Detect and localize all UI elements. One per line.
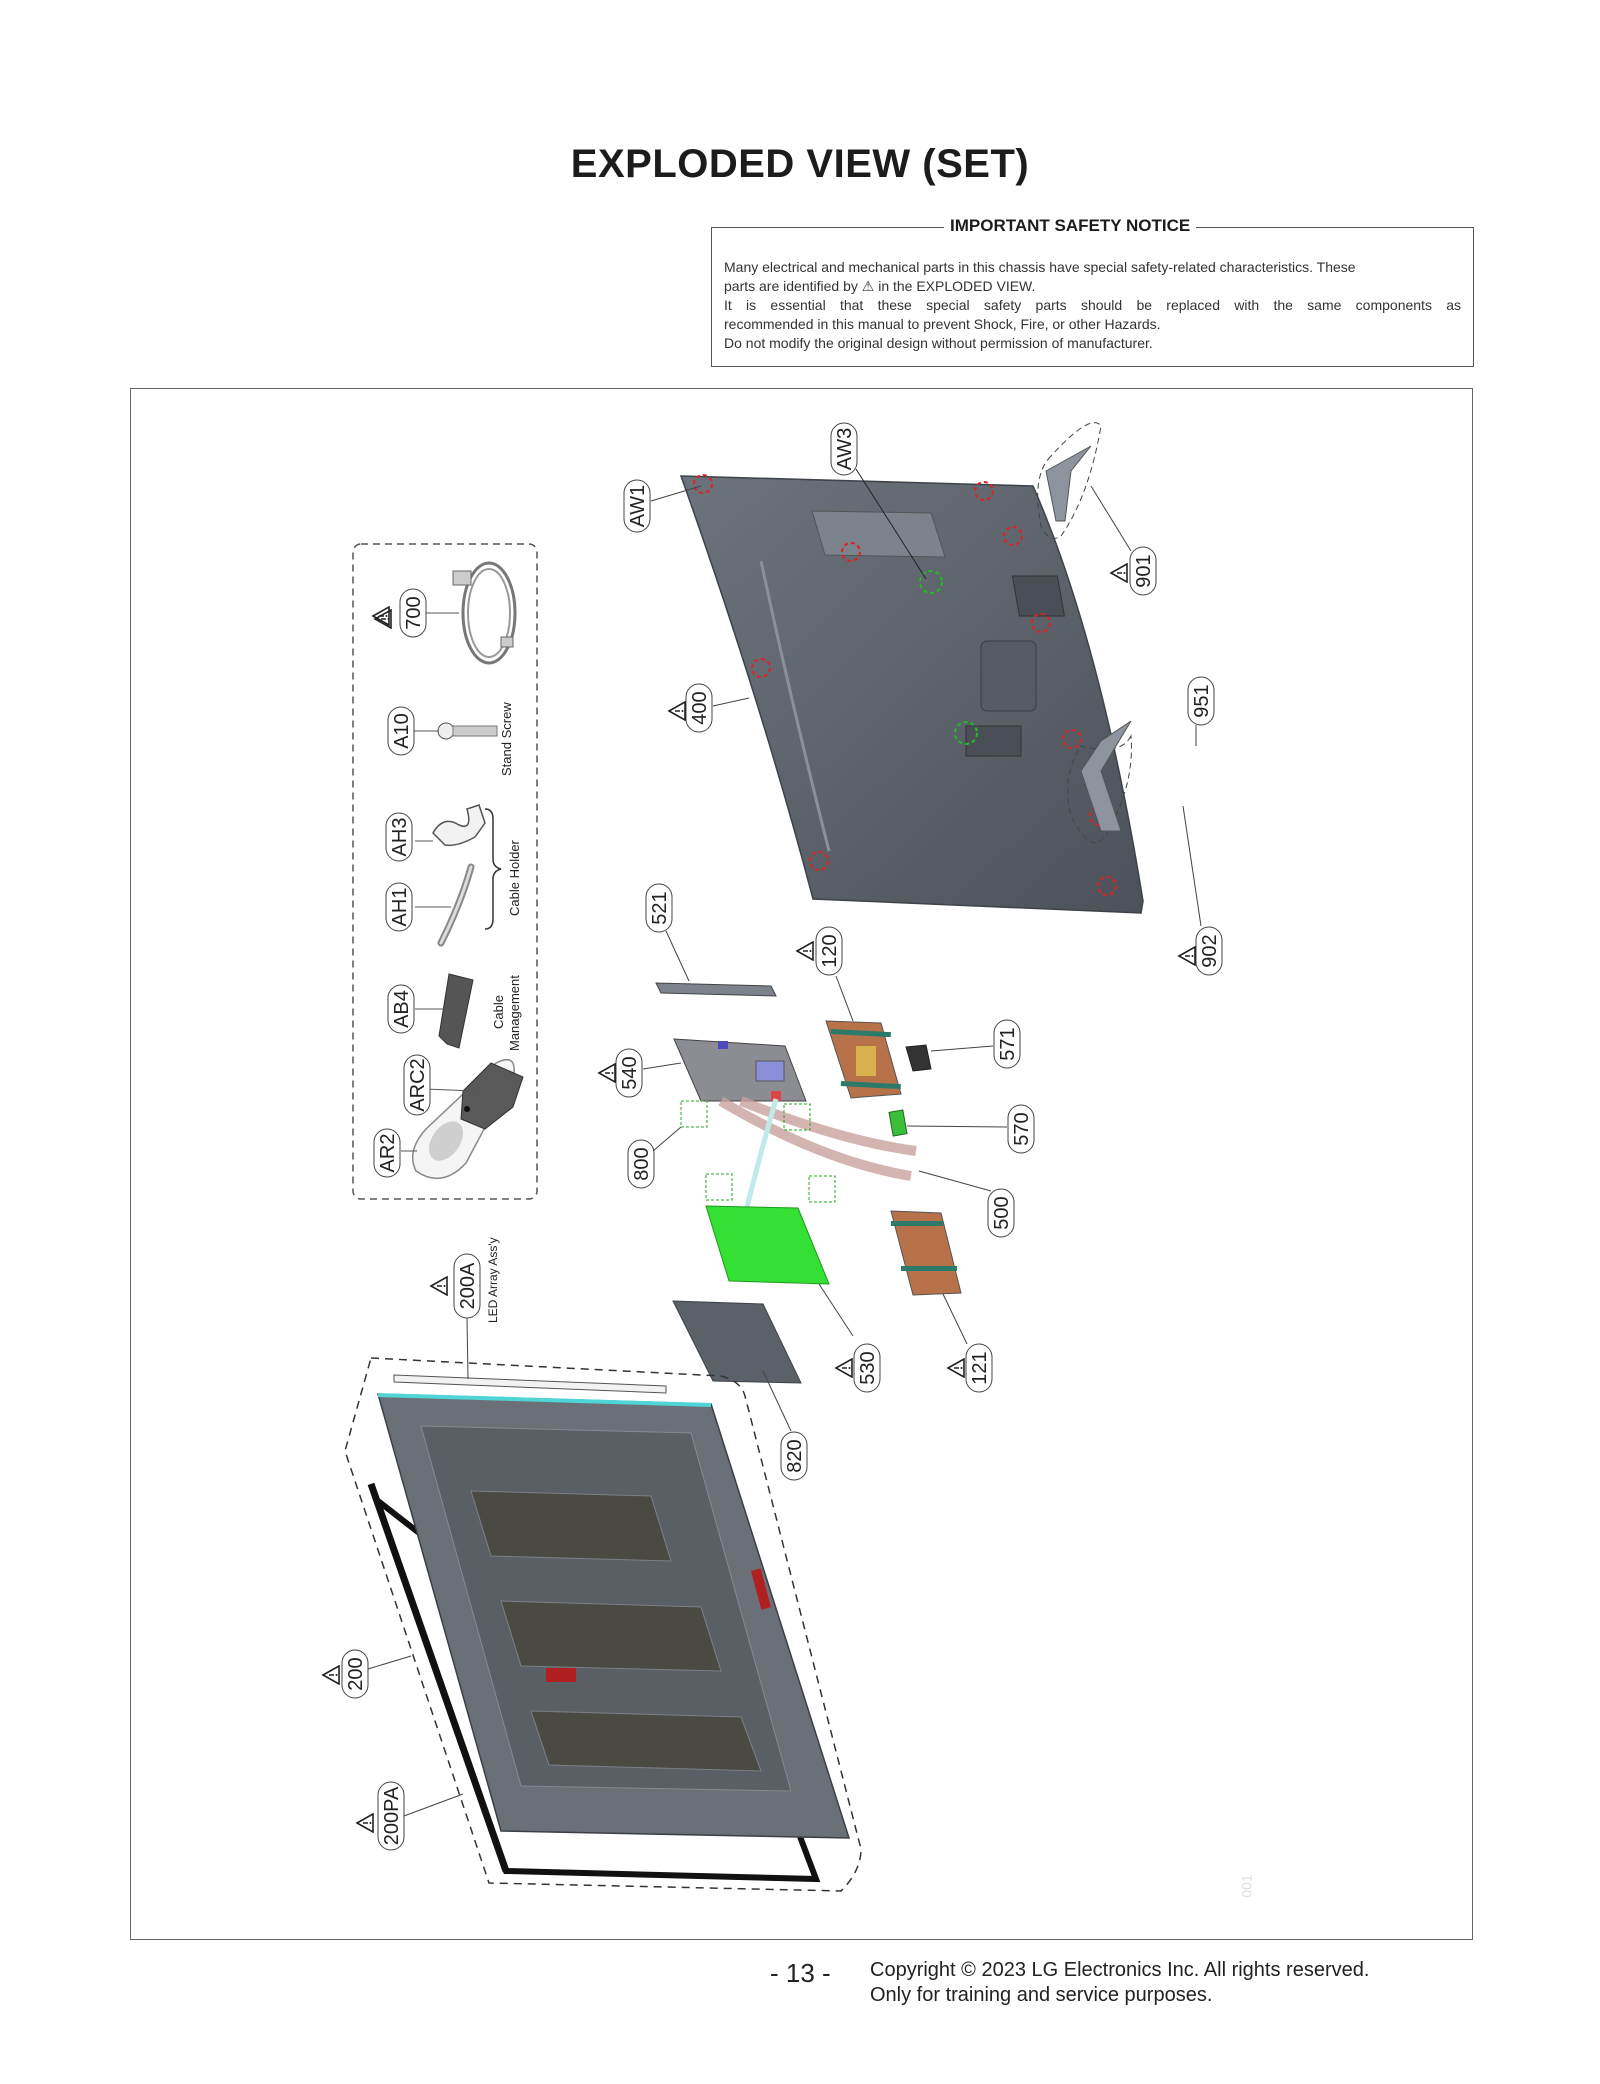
back-cover-400 xyxy=(681,475,1143,913)
shield-820 xyxy=(673,1301,801,1383)
callout-901 xyxy=(1130,547,1156,595)
warning-triangle-icon xyxy=(323,1666,339,1684)
callout-A10 xyxy=(388,707,414,755)
safety-notice-title: IMPORTANT SAFETY NOTICE xyxy=(944,216,1196,236)
callout-902 xyxy=(1196,927,1222,975)
warning-triangle-icon xyxy=(1111,564,1127,582)
notice-text: parts are identified by xyxy=(724,278,858,294)
led-array-label: LED Array Ass'y xyxy=(486,1237,500,1323)
ribbon-cable xyxy=(721,1101,911,1176)
safety-notice-box xyxy=(711,216,1474,367)
callout-AH1 xyxy=(386,883,412,931)
svg-text:AH1: AH1 xyxy=(389,887,411,927)
warning-triangle-icon xyxy=(948,1359,964,1377)
callout-820 xyxy=(781,1432,807,1480)
svg-text:902: 902 xyxy=(1199,934,1221,968)
callout-530 xyxy=(854,1344,880,1392)
warning-triangle-icon xyxy=(1179,947,1195,965)
psu-120 xyxy=(826,1021,901,1098)
callout-400 xyxy=(686,684,712,732)
tcon-board-530 xyxy=(706,1206,829,1284)
svg-text:AR2: AR2 xyxy=(377,1133,399,1173)
svg-text:AW1: AW1 xyxy=(627,484,649,528)
copyright-line: Only for training and service purposes. xyxy=(870,1984,1213,2006)
svg-text:200A: 200A xyxy=(457,1262,479,1310)
svg-text:200PA: 200PA xyxy=(381,1786,403,1846)
svg-text:200: 200 xyxy=(345,1657,367,1691)
exploded-view-diagram xyxy=(130,388,1473,1940)
stand-screw-label: Stand Screw xyxy=(499,702,514,776)
callout-AH3 xyxy=(386,813,412,861)
warning-triangle-icon xyxy=(357,1814,373,1832)
callout-521 xyxy=(646,884,672,932)
callout-200 xyxy=(342,1650,368,1698)
ir-bracket-571 xyxy=(906,1045,931,1071)
warning-triangle-icon xyxy=(431,1277,447,1295)
ir-board-570 xyxy=(889,1110,907,1136)
warning-triangle-icon xyxy=(669,702,685,720)
callout-800 xyxy=(628,1140,654,1188)
panel-200 xyxy=(378,1394,849,1838)
safety-notice-body xyxy=(724,258,1461,353)
main-board-540 xyxy=(674,1039,806,1101)
copyright-line: Copyright © 2023 LG Electronics Inc. All rights reserved. xyxy=(870,1959,1370,1981)
callout-120 xyxy=(816,927,842,975)
notice-line: recommended in this manual to prevent Shock, Fire, or other Hazards. xyxy=(724,316,1161,332)
svg-text:AW3: AW3 xyxy=(834,427,856,471)
callout-AW1 xyxy=(624,480,650,532)
svg-text:951: 951 xyxy=(1191,684,1213,718)
svg-text:120: 120 xyxy=(819,934,841,968)
callout-951 xyxy=(1188,677,1214,725)
callout-121 xyxy=(966,1344,992,1392)
page-number: - 13 - xyxy=(770,1958,831,1988)
svg-text:800: 800 xyxy=(631,1147,653,1181)
svg-text:700: 700 xyxy=(403,596,425,630)
callout-570 xyxy=(1008,1105,1034,1153)
page-title: EXPLODED VIEW (SET) xyxy=(570,142,1030,186)
notice-line: Many electrical and mechanical parts in this chassis have special safety-related characteristics. These xyxy=(724,259,1356,275)
copyright xyxy=(870,1958,1369,2008)
cable-management-label: Cable xyxy=(491,995,506,1029)
svg-text:521: 521 xyxy=(649,891,671,925)
svg-text:570: 570 xyxy=(1011,1112,1033,1146)
bracket-521 xyxy=(656,983,776,996)
accessories-group xyxy=(353,544,537,1199)
svg-text:540: 540 xyxy=(619,1056,641,1090)
led-bar-200A xyxy=(394,1375,666,1393)
svg-text:ARC2: ARC2 xyxy=(407,1058,429,1112)
warning-triangle-icon xyxy=(836,1359,852,1377)
cable-holder-label: Cable Holder xyxy=(507,840,522,916)
svg-text:121: 121 xyxy=(969,1351,991,1385)
warning-triangle-icon xyxy=(797,942,813,960)
callout-ARC2 xyxy=(404,1055,430,1115)
svg-text:820: 820 xyxy=(784,1439,806,1473)
notice-line: It is essential that these special safety parts should be replaced with the same components as xyxy=(724,297,1461,313)
svg-text:901: 901 xyxy=(1133,554,1155,588)
svg-text:AH3: AH3 xyxy=(389,817,411,857)
svg-text:A10: A10 xyxy=(391,713,413,749)
svg-text:400: 400 xyxy=(689,691,711,725)
svg-text:571: 571 xyxy=(997,1027,1019,1061)
callout-540 xyxy=(616,1049,642,1097)
svg-text:530: 530 xyxy=(857,1351,879,1385)
watermark: 001 xyxy=(1238,1874,1255,1898)
notice-line: Do not modify the original design without permission of manufacturer. xyxy=(724,335,1153,351)
psu-121 xyxy=(891,1211,961,1295)
notice-text: in the EXPLODED VIEW. xyxy=(878,278,1036,294)
callout-200PA xyxy=(378,1782,404,1850)
callout-AR2 xyxy=(374,1129,400,1177)
callout-500 xyxy=(988,1189,1014,1237)
exploded-view-drawing xyxy=(131,389,1474,1941)
callout-AB4 xyxy=(388,985,414,1033)
callout-200A xyxy=(454,1254,480,1318)
callout-AW3 xyxy=(831,423,857,475)
cable-management-label: Management xyxy=(507,975,522,1051)
callout-700 xyxy=(400,589,426,637)
warning-triangle-icon xyxy=(599,1064,615,1082)
notice-line xyxy=(724,277,1461,296)
warning-triangle-icon: ⚠ xyxy=(861,278,875,294)
callout-571 xyxy=(994,1020,1020,1068)
svg-text:AB4: AB4 xyxy=(391,990,413,1028)
svg-text:500: 500 xyxy=(991,1196,1013,1230)
